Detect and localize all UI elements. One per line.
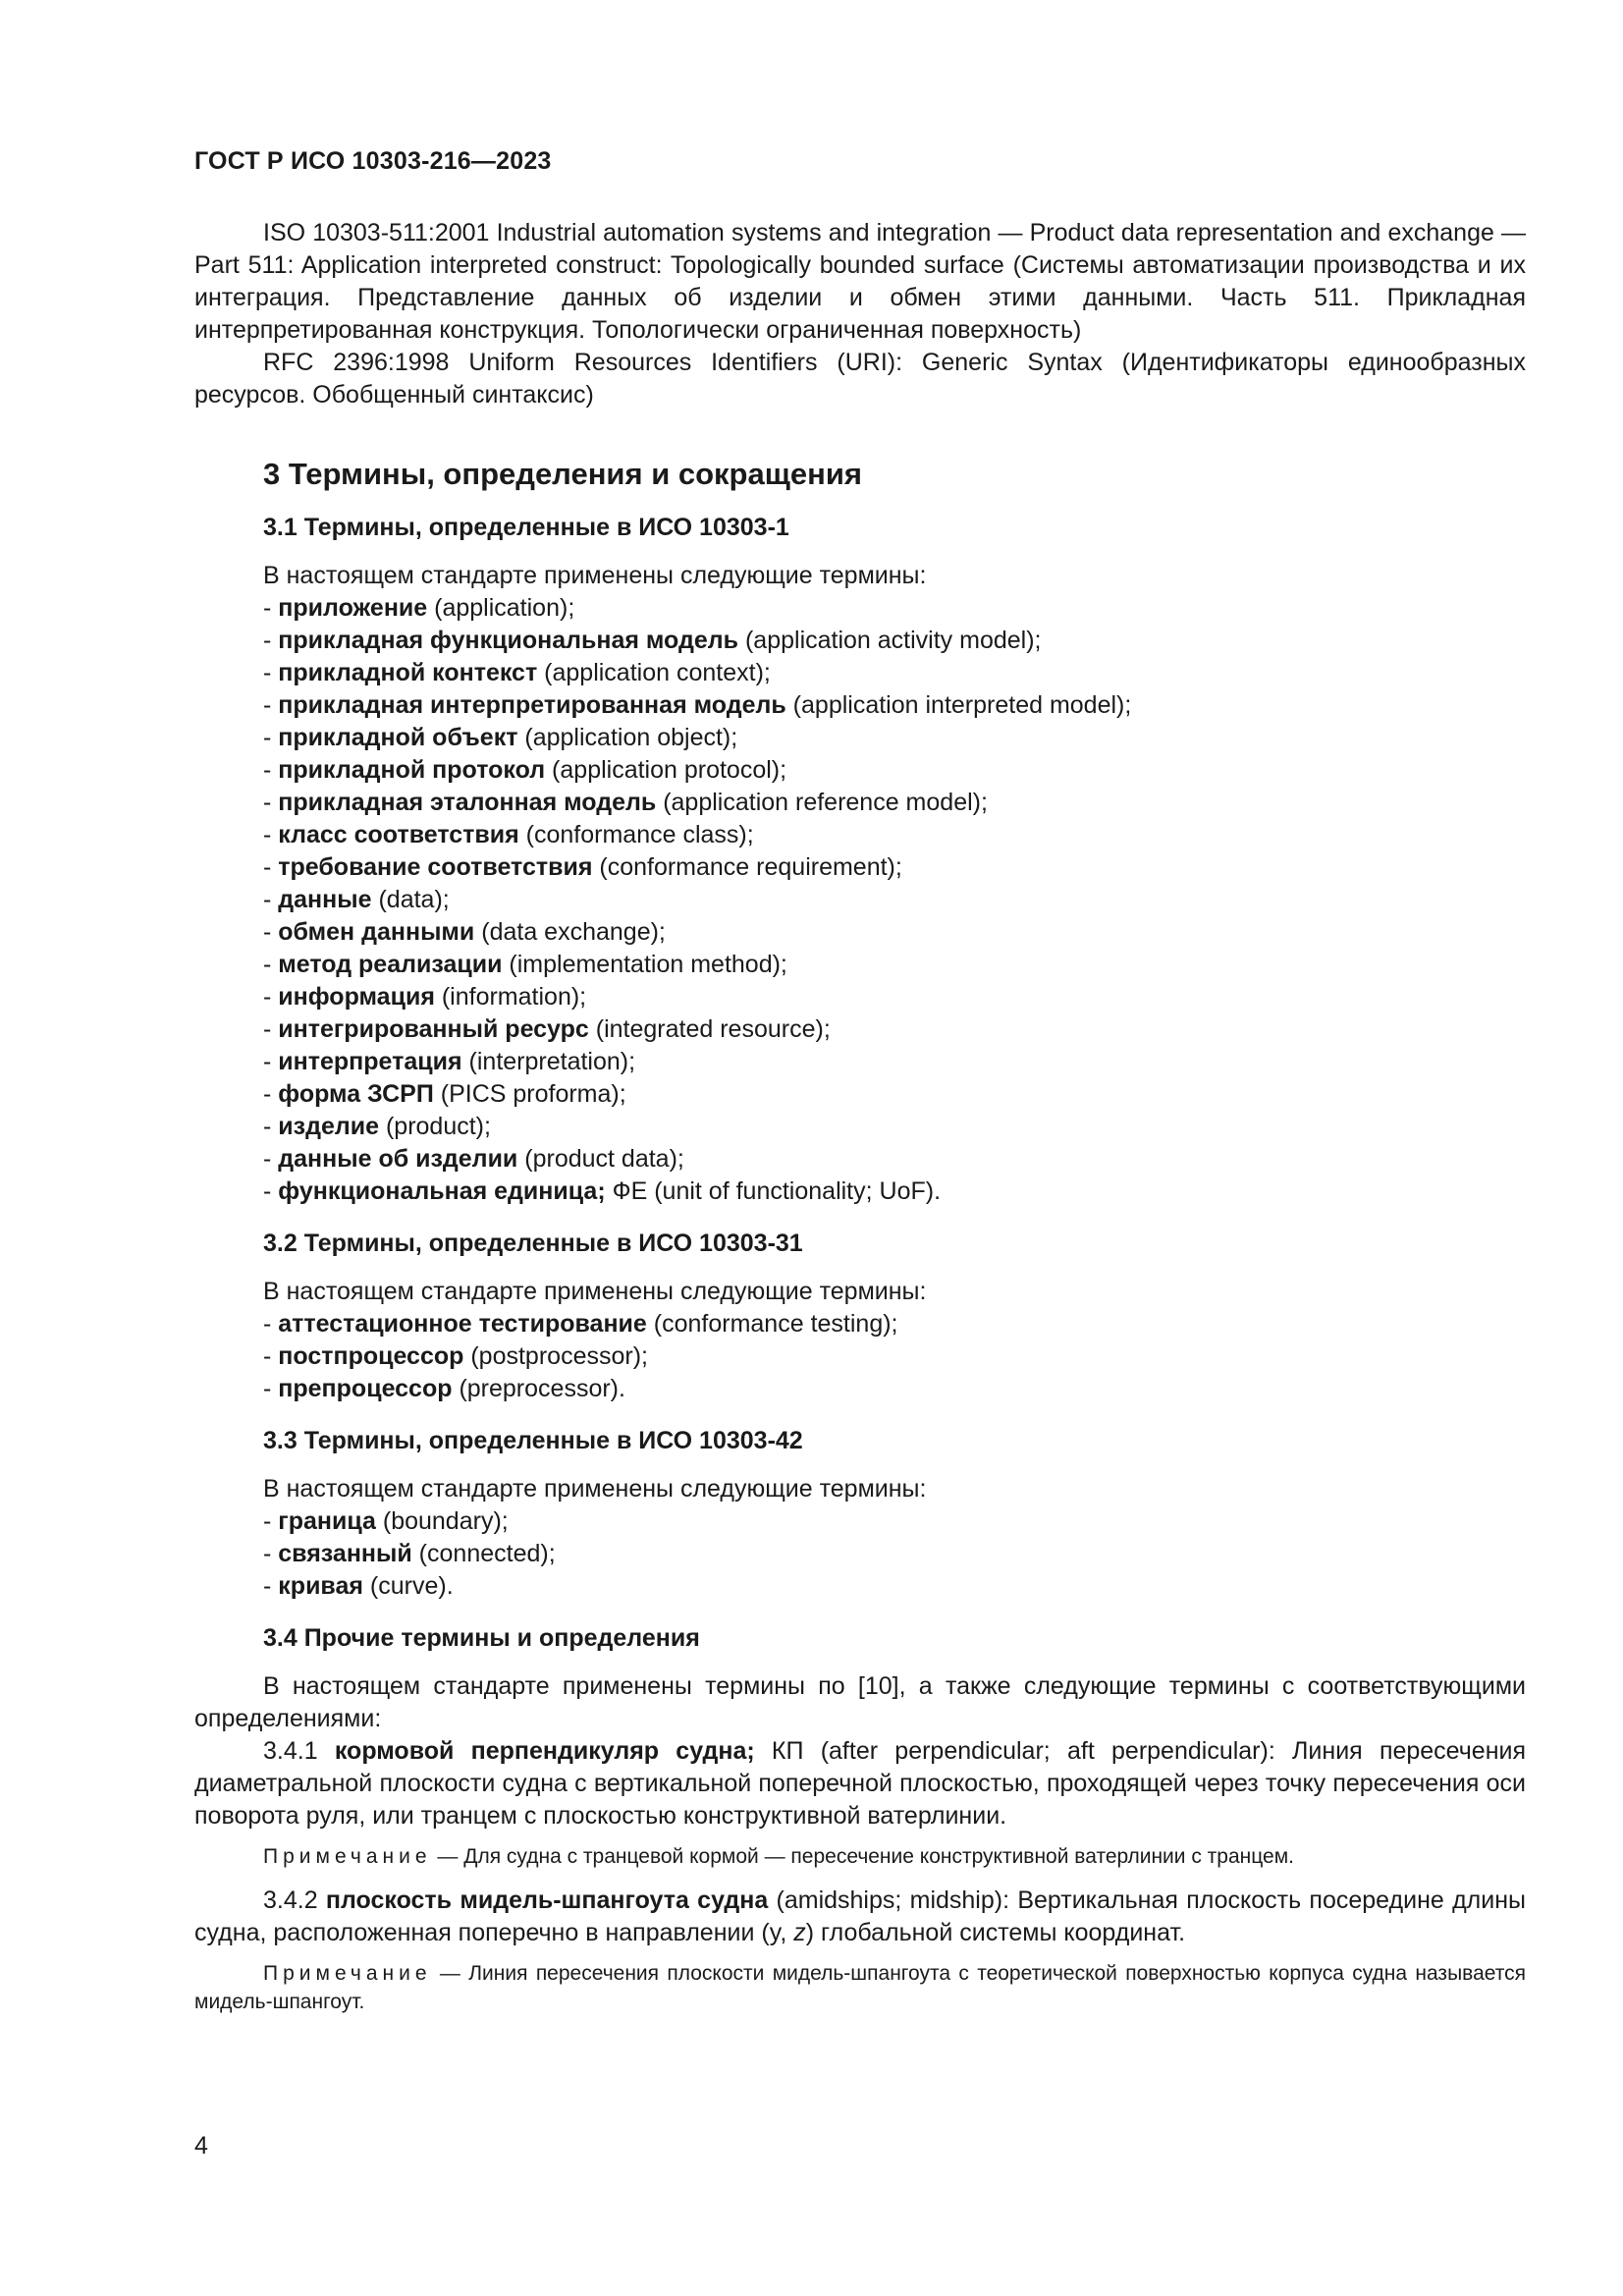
term-bold: прикладная эталонная модель (278, 789, 657, 816)
term-dash: - (263, 756, 279, 784)
term-item (263, 949, 1526, 981)
term-bold: интерпретация (278, 1048, 462, 1075)
term-english: (connected); (411, 1540, 556, 1567)
term-english: (curve). (362, 1572, 454, 1600)
term-item (263, 1373, 1526, 1405)
term-bold: метод реализации (278, 951, 503, 978)
definition-text: КП (after perpendicular; aft perpendicular): Линия пересечения диаметральной плоскости судна с вертикальной поперечной плоскостью, проходящей через точку пересечения оси поворота руля, или транцем с плоскостью конструктивной ватерлинии. (194, 1737, 1526, 1830)
term-item (263, 722, 1526, 754)
term-bold: прикладная интерпретированная модель (278, 691, 786, 719)
term-bold: прикладной контекст (278, 659, 538, 686)
term-dash: - (263, 691, 279, 719)
term-dash: - (263, 951, 279, 978)
term-item (263, 1538, 1526, 1570)
note-3-4-2 (194, 1959, 1526, 2016)
term-english: (product data); (517, 1145, 684, 1173)
section-3-1-title: 3.1 Термины, определенные в ИСО 10303-1 (263, 514, 789, 541)
page-number: 4 (194, 2132, 208, 2159)
term-bold: интегрированный ресурс (278, 1015, 589, 1043)
term-dash: - (263, 1375, 279, 1402)
term-bold: данные (278, 886, 372, 913)
document-page (194, 147, 1526, 2030)
term-dash: - (263, 1342, 279, 1370)
term-english: (application object); (517, 724, 738, 751)
term-bold: требование соответствия (278, 853, 593, 881)
page-header: ГОСТ Р ИСО 10303-216—2023 (194, 147, 552, 175)
term-item (263, 1111, 1526, 1143)
section-3-2-terms (263, 1276, 1526, 1405)
term-dash: - (263, 724, 279, 751)
section-3-2-intro: В настоящем стандарте применены следующие термины: (263, 1278, 927, 1305)
term-dash: - (263, 983, 279, 1011)
term-bold: приложение (278, 594, 428, 622)
term-english: (boundary); (375, 1507, 509, 1535)
term-dash: - (263, 594, 279, 622)
note-label: Примечание (263, 1962, 432, 1985)
term-dash: - (263, 886, 279, 913)
note-3-4-1 (194, 1842, 1526, 1871)
term-bold: класс соответствия (278, 821, 519, 848)
term-item (263, 1340, 1526, 1373)
section-3-4-title: 3.4 Прочие термины и определения (263, 1624, 700, 1652)
term-bold: граница (278, 1507, 376, 1535)
term-english: (data exchange); (474, 918, 666, 946)
note-label: Примечание (263, 1845, 432, 1868)
section-3-4-intro: В настоящем стандарте применены термины по [10], а также следующие термины с соответствующими определениями: (194, 1672, 1526, 1732)
term-english: (implementation method); (502, 951, 787, 978)
term-item (263, 592, 1526, 625)
term-bold: прикладной протокол (278, 756, 546, 784)
term-dash: - (263, 1080, 279, 1108)
section-3-3-intro: В настоящем стандарте применены следующие термины: (263, 1475, 927, 1503)
term-dash: - (263, 789, 279, 816)
definition-term: кормовой перпендикуляр судна; (334, 1737, 755, 1765)
definition-number: 3.4.2 (263, 1886, 326, 1914)
definition-italic-z: z (793, 1919, 806, 1946)
term-bold: кривая (278, 1572, 363, 1600)
term-dash: - (263, 1310, 279, 1338)
term-bold: препроцессор (278, 1375, 453, 1402)
term-bold: обмен данными (278, 918, 475, 946)
term-item (263, 916, 1526, 949)
term-item (263, 819, 1526, 851)
term-english: (conformance testing); (646, 1310, 898, 1338)
term-dash: - (263, 659, 279, 686)
term-item (263, 1046, 1526, 1078)
term-english: (application protocol); (545, 756, 787, 784)
term-english: (preprocessor). (452, 1375, 625, 1402)
term-item (263, 1308, 1526, 1340)
term-bold: информация (278, 983, 435, 1011)
term-dash: - (263, 821, 279, 848)
term-list-3-2 (263, 1308, 1526, 1405)
term-item (263, 689, 1526, 722)
term-dash: - (263, 853, 279, 881)
term-item (263, 1078, 1526, 1111)
term-english: (application context); (537, 659, 771, 686)
section-3-1-intro: В настоящем стандарте применены следующие термины: (263, 562, 927, 589)
term-bold: связанный (278, 1540, 412, 1567)
term-bold: прикладной объект (278, 724, 518, 751)
term-item (263, 657, 1526, 689)
term-dash: - (263, 1177, 279, 1205)
definition-3-4-1 (194, 1735, 1526, 1832)
term-list-3-1 (263, 592, 1526, 1208)
definition-term: плоскость мидель-шпангоута судна (325, 1886, 769, 1914)
term-item (263, 754, 1526, 787)
term-bold: постпроцессор (278, 1342, 464, 1370)
term-english: (conformance class); (518, 821, 754, 848)
term-english: (product); (379, 1113, 491, 1140)
term-dash: - (263, 1048, 279, 1075)
term-english: (information); (434, 983, 587, 1011)
term-item (263, 981, 1526, 1013)
term-english: (conformance requirement); (592, 853, 902, 881)
term-bold: аттестационное тестирование (278, 1310, 647, 1338)
term-bold: данные об изделии (278, 1145, 518, 1173)
term-bold: прикладная функциональная модель (278, 627, 739, 654)
term-english: (interpretation); (461, 1048, 636, 1075)
term-english: (integrated resource); (588, 1015, 831, 1043)
term-item (263, 625, 1526, 657)
term-dash: - (263, 627, 279, 654)
section-3-1-terms (263, 560, 1526, 1208)
term-item (263, 1175, 1526, 1208)
term-dash: - (263, 1572, 279, 1600)
section-3-3-terms (263, 1473, 1526, 1603)
note-text: — Для судна с транцевой кормой — пересечение конструктивной ватерлинии с транцем. (431, 1845, 1294, 1868)
term-dash: - (263, 918, 279, 946)
term-dash: - (263, 1507, 279, 1535)
term-item (263, 1013, 1526, 1046)
term-english: (application interpreted model); (785, 691, 1132, 719)
term-english: (postprocessor); (463, 1342, 648, 1370)
term-bold: функциональная единица; (278, 1177, 606, 1205)
term-bold: форма ЗСРП (278, 1080, 434, 1108)
term-english: ФЕ (unit of functionality; UoF). (605, 1177, 942, 1205)
term-english: (data); (371, 886, 450, 913)
section-3-title: 3 Термины, определения и сокращения (263, 457, 862, 491)
term-english: (application); (427, 594, 575, 622)
reference-rfc-2396: RFC 2396:1998 Uniform Resources Identifiers (URI): Generic Syntax (Идентификаторы единообразных ресурсов. Обобщенный синтаксис) (194, 349, 1526, 409)
definition-text-b: ) глобальной системы координат. (805, 1919, 1186, 1946)
note-text: — Линия пересечения плоскости мидель-шпангоута с теоретической поверхностью корпуса судна называется мидель-шпангоут. (194, 1962, 1526, 2013)
term-english: (application activity model); (738, 627, 1042, 654)
reference-iso-10303-511: ISO 10303-511:2001 Industrial automation systems and integration — Product data representation and exchange — Part 511: Application interpreted construct: Topologically bounded surface (Системы автоматизации производства и их интеграция. Представление данных об изделии и обмен этими данными. Часть 511. Прикладная интерпретированная конструкция. Топологически ограниченная поверхность) (194, 219, 1526, 344)
term-item (263, 851, 1526, 884)
term-dash: - (263, 1145, 279, 1173)
term-english: (PICS proforma); (433, 1080, 626, 1108)
definition-3-4-2 (194, 1885, 1526, 1949)
term-item (263, 1570, 1526, 1603)
term-list-3-3 (263, 1505, 1526, 1603)
section-3-2-title: 3.2 Термины, определенные в ИСО 10303-31 (263, 1230, 803, 1257)
term-item (263, 884, 1526, 916)
definition-text-a: (amidships; midship): Вертикальная плоскость посередине длины судна, расположенная поперечно в направлении (y, (194, 1886, 1526, 1946)
term-dash: - (263, 1113, 279, 1140)
term-item (263, 787, 1526, 819)
section-3-3-title: 3.3 Термины, определенные в ИСО 10303-42 (263, 1427, 803, 1454)
term-bold: изделие (278, 1113, 380, 1140)
term-english: (application reference model); (656, 789, 988, 816)
term-item (263, 1143, 1526, 1175)
term-item (263, 1505, 1526, 1538)
term-dash: - (263, 1015, 279, 1043)
term-dash: - (263, 1540, 279, 1567)
definition-number: 3.4.1 (263, 1737, 335, 1765)
